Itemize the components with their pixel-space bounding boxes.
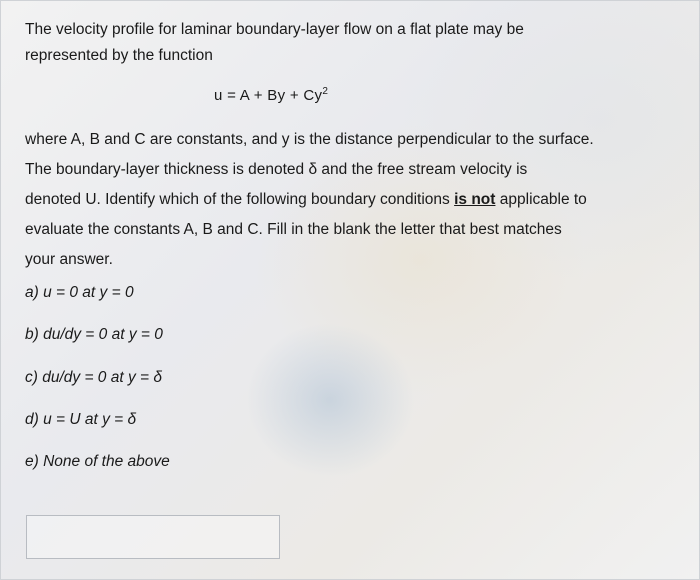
body-line-2: The boundary-layer thickness is denoted δ and the free stream velocity is (25, 161, 528, 178)
intro-line-1: The velocity profile for laminar boundary-layer flow on a flat plate may be (25, 21, 524, 38)
body-line-1: where A, B and C are constants, and y is the distance perpendicular to the surface. (25, 131, 594, 148)
velocity-formula (214, 86, 328, 104)
option-d: d) u = U at y = δ (25, 411, 137, 428)
question-body (25, 125, 693, 275)
body-line-4: evaluate the constants A, B and C. Fill in the blank the letter that best matches (25, 221, 562, 238)
option-c: c) du/dy = 0 at y = δ (25, 369, 162, 386)
question-intro (25, 17, 675, 69)
not-emphasis: is not (454, 191, 496, 208)
body-line-5: your answer. (25, 251, 113, 268)
answer-input[interactable] (26, 515, 280, 559)
formula-exponent: 2 (322, 86, 329, 97)
body-line-3-end: applicable to (495, 191, 587, 208)
intro-line-2: represented by the function (25, 47, 213, 64)
option-b: b) du/dy = 0 at y = 0 (25, 326, 163, 343)
option-e: e) None of the above (25, 453, 170, 470)
body-line-3: denoted U. Identify which of the following boundary conditions (25, 191, 450, 208)
option-a: a) u = 0 at y = 0 (25, 284, 134, 301)
formula-main: u = A + By + Cy (214, 87, 323, 104)
